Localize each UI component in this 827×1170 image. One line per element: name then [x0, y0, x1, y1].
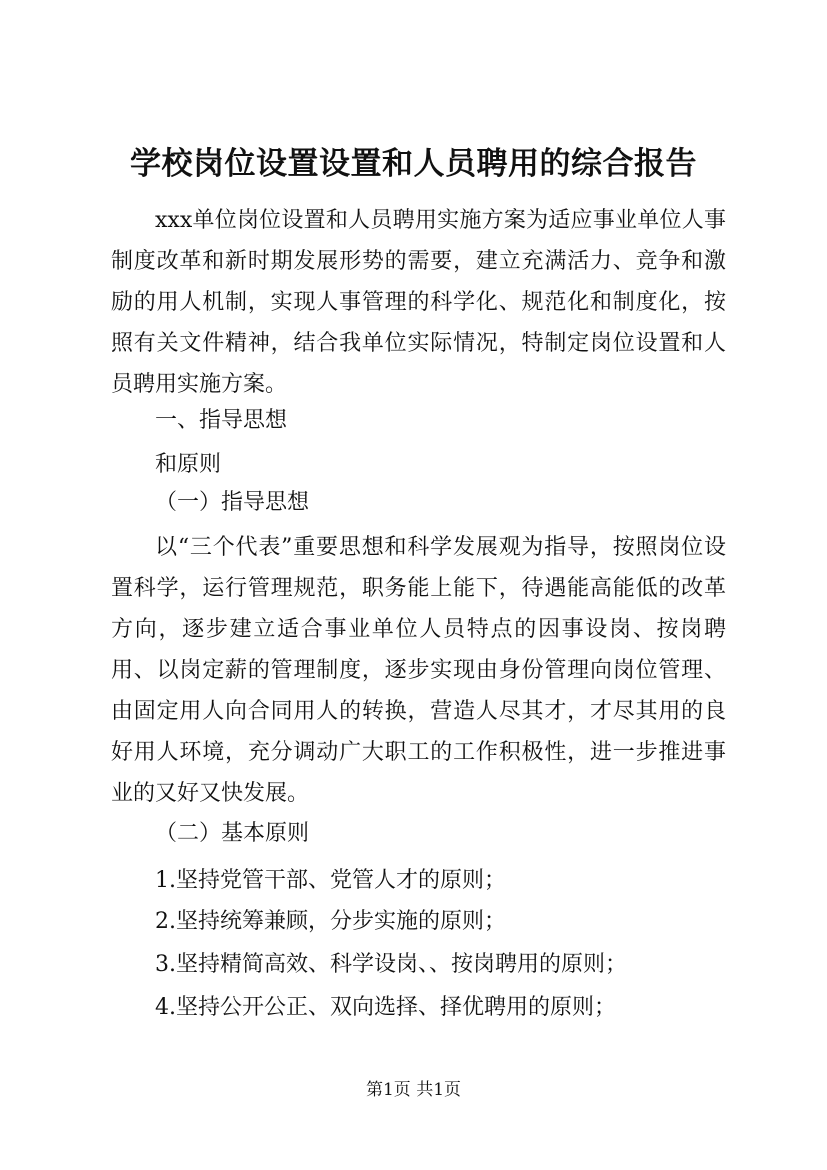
section-heading-guiding-ideology: 一、指导思想 — [155, 408, 288, 433]
section-heading-continuation: 和原则 — [155, 452, 222, 477]
page-footer: 第1页 共1页 — [365, 1080, 462, 1100]
intro-block — [111, 200, 726, 405]
guiding-paragraph: 以“三个代表”重要思想和科学发展观为指导，按照岗位设置科学，运行管理规范，职务能上能下，待遇能高能低的改革方向，逐步建立适合事业单位人员特点的因事设岗、按岗聘用、以岗定薪的管理制度，逐步实现由身份管理向岗位管理、由固定用人向合同用人的转换，营造人尽其才，才尽其用的良好用人环境，充分调动广大职工的工作积极性，进一步推进事业的又好又快发展。 — [111, 535, 726, 806]
document-title: 学校岗位设置设置和人员聘用的综合报告 — [130, 146, 697, 182]
principle-item-1: 1.坚持党管干部、党管人才的原则； — [155, 868, 506, 893]
subheading-guiding-ideology: （一）指导思想 — [155, 490, 310, 515]
intro-paragraph: xxx单位岗位设置和人员聘用实施方案为适应事业单位人事制度改革和新时期发展形势的需要，建立充满活力、竞争和激励的用人机制，实现人事管理的科学化、规范化和制度化，按照有关文件精神，结合我单位实际情况，特制定岗位设置和人员聘用实施方案。 — [111, 208, 726, 397]
guiding-block — [111, 527, 726, 814]
principle-item-4: 4.坚持公开公正、双向选择、择优聘用的原则； — [155, 995, 616, 1020]
subheading-basic-principles: （二）基本原则 — [155, 821, 310, 846]
principle-item-3: 3.坚持精简高效、科学设岗、、按岗聘用的原则； — [155, 952, 627, 977]
principle-item-2: 2.坚持统筹兼顾，分步实施的原则； — [155, 909, 506, 934]
